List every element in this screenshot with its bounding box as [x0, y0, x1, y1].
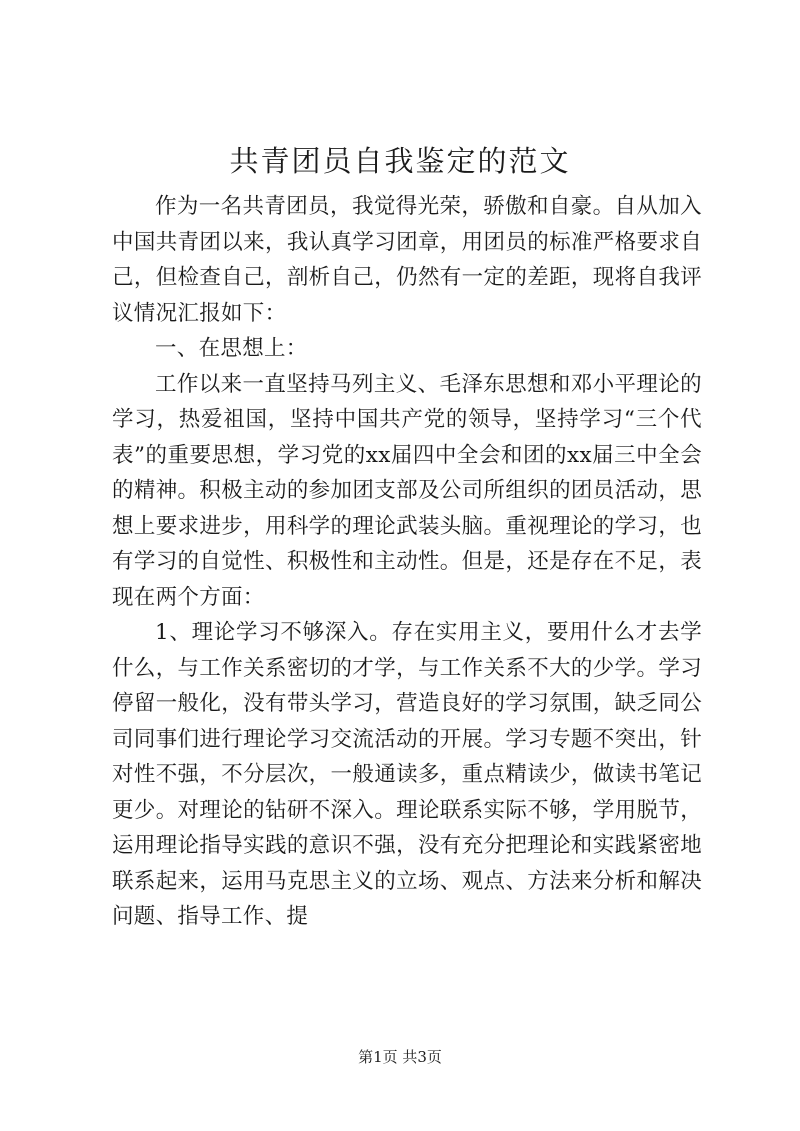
- document-title: 共青团员自我鉴定的范文: [229, 144, 571, 178]
- paragraph-ideology: 工作以来一直坚持马列主义、毛泽东思想和邓小平理论的学习，热爱祖国，坚持中国共产党的领导，坚持学习“三个代表”的重要思想，学习党的xx届四中全会和团的xx届三中全会的精神。积极主动的参加团支部及公司所组织的团员活动，思想上要求进步，用科学的理论武装头脑。重视理论的学习，也有学习的自觉性、积极性和主动性。但是，还是存在不足，表现在两个方面：: [112, 371, 702, 610]
- document-body: [112, 189, 702, 935]
- section-heading-ideology: 一、在思想上：: [155, 336, 308, 361]
- page-footer: 第1页 共3页: [358, 1048, 442, 1066]
- paragraph-intro: 作为一名共青团员，我觉得光荣，骄傲和自豪。自从加入中国共青团以来，我认真学习团章，用团员的标准严格要求自己，但检查自己，剖析自己，仍然有一定的差距，现将自我评议情况汇报如下：: [112, 194, 702, 326]
- paragraph-theory-study: 1、理论学习不够深入。存在实用主义，要用什么才去学什么，与工作关系密切的才学，与工作关系不大的少学。学习停留一般化，没有带头学习，营造良好的学习氛围，缺乏同公司同事们进行理论学习交流活动的开展。学习专题不突出，针对性不强，不分层次，一般通读多，重点精读少，做读书笔记更少。对理论的钻研不深入。理论联系实际不够，学用脱节，运用理论指导实践的意识不强，没有充分把理论和实践紧密地联系起来，运用马克思主义的立场、观点、方法来分析和解决问题、指导工作、提: [112, 620, 702, 929]
